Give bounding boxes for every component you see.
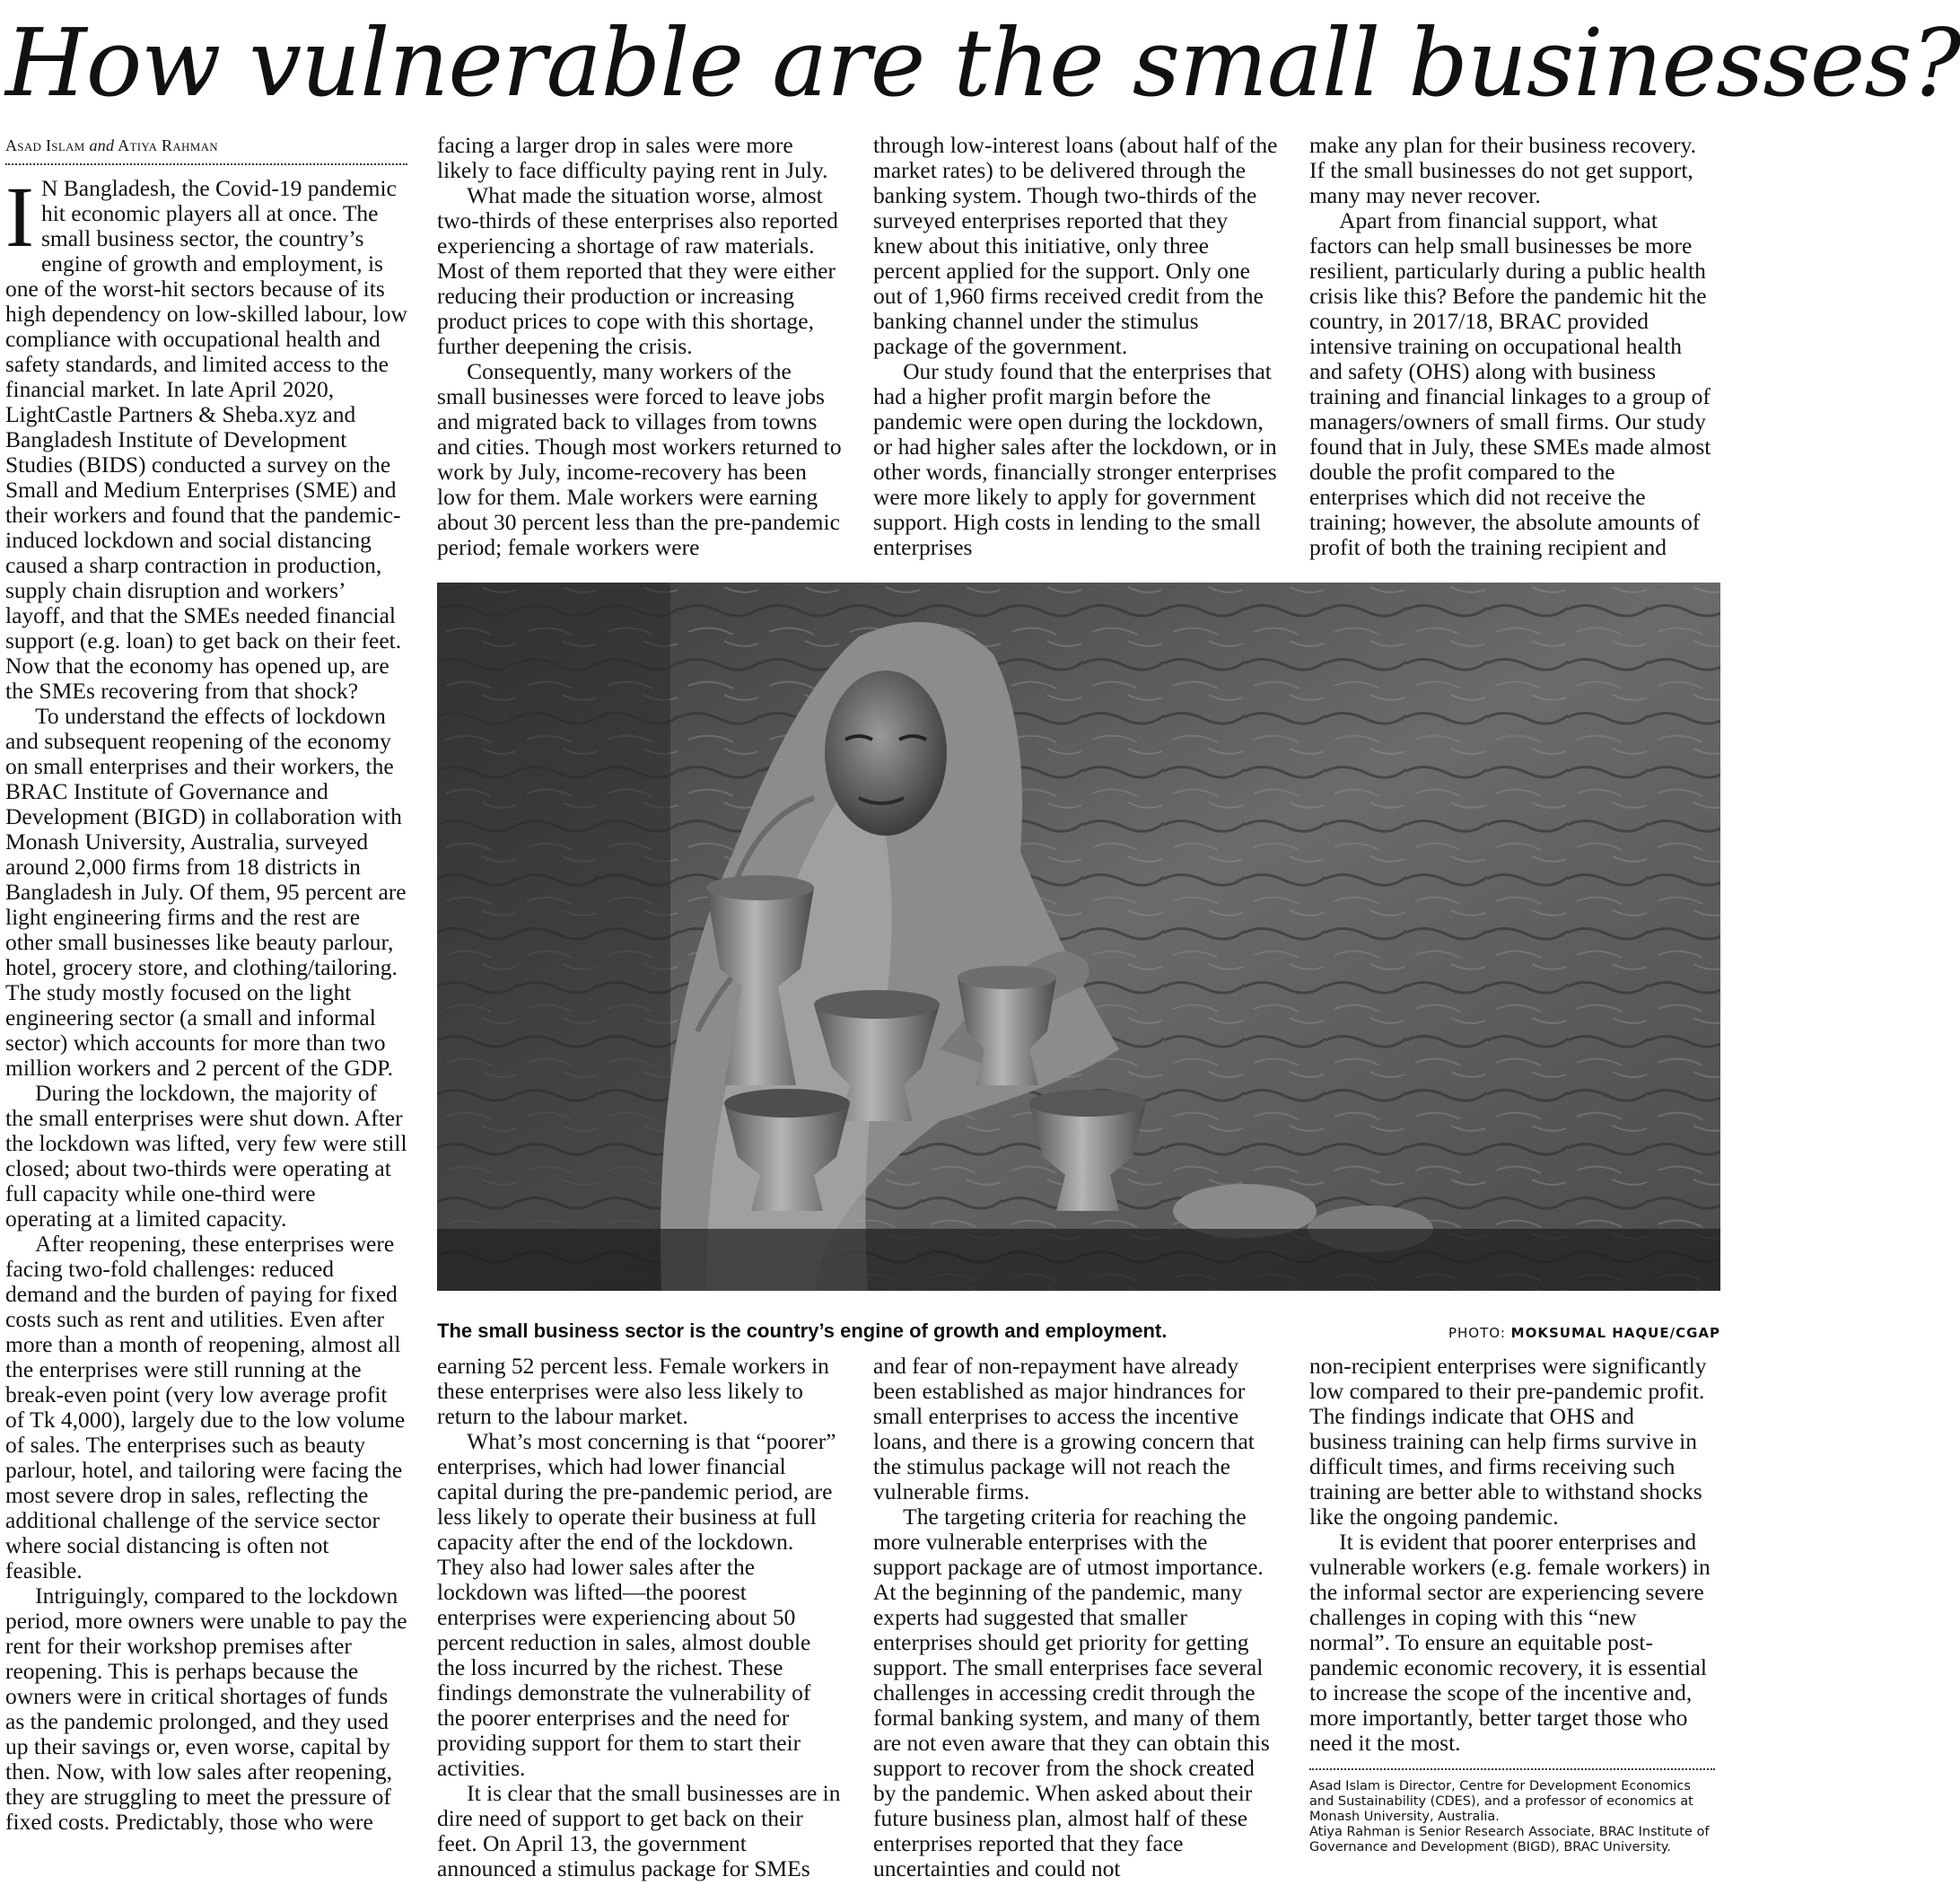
paragraph: I N Bangladesh, the Covid-19 pandemic hit economic players all at once. The small business sector, the country’s engine of growth and employment, is one of the worst-hit sectors because of its high dependency on low-skilled labour, low compliance with occupational health and safety standards, and limited access to the financial market. In late April 2020, LightCastle Partners & Sheba.xyz and Bangladesh Institute of Development Studies (BIDS) conducted a survey on the Small and Medium Enterprises (SME) and their workers and found that the pandemic-induced lockdown and social distancing caused a sharp contraction in production, supply chain disruption and workers’ layoff, and that the SMEs needed financial support (e.g. loan) to get back on their feet. Now that the economy has opened up, are the SMEs recovering from that shock? xyxy=(5,169,407,704)
drop-cap: I xyxy=(5,169,34,265)
paragraph: Intriguingly, compared to the lockdown period, more owners were unable to pay the rent for their workshop premises after reopening. This is perhaps because the owners were in critical shortages of funds as the pandemic prolonged, and they used up their savings or, even worse, capital by then. Now, with low sales after reopening, they are struggling to meet the pressure of fixed costs. Predictably, those who were xyxy=(5,1583,407,1835)
photo-caption: The small business sector is the country’s engine of growth and employment. xyxy=(437,1320,1168,1342)
article-column-3-bottom xyxy=(873,1354,1279,1883)
paragraph: It is evident that poorer enterprises and vulnerable workers (e.g. female workers) in the informal sector are experiencing severe challenges in coping with this “new normal”. To ensure an equitable post-pandemic economic recovery, it is essential to increase the scope of the incentive and, more importantly, better target those who need it the most. xyxy=(1309,1529,1711,1756)
byline-and: and xyxy=(89,136,115,154)
paragraph: To understand the effects of lockdown and subsequent reopening of the economy on small enterprises and their workers, the BRAC Institute of Governance and Development (BIGD) in collaboration with Monash University, Australia, surveyed around 2,000 firms from 18 districts in Bangladesh in July. Of them, 95 percent are light engineering firms and the rest are other small businesses like beauty parlour, hotel, grocery store, and clothing/tailoring. The study mostly focused on the light engineering sector (a small and informal sector) which accounts for more than two million workers and 2 percent of the GDP. xyxy=(5,703,407,1081)
photo-credit-label: PHOTO: xyxy=(1448,1325,1506,1341)
article-column-1 xyxy=(5,133,407,1883)
paragraph: The targeting criteria for reaching the more vulnerable enterprises with the support package are of utmost importance. At the beginning of the pandemic, many experts had suggested that smaller enterprises should get priority for getting support. The small enterprises face several challenges in accessing credit through the formal banking system, and many of them are not even aware that they can obtain this support to recover from the shock created by the pandemic. When asked about their future business plan, almost half of these enterprises reported that they face uncertainties and could not xyxy=(873,1504,1270,1881)
article-photo xyxy=(437,583,1720,1291)
author-2: Atiya Rahman xyxy=(118,136,218,154)
paragraph: What made the situation worse, almost two-thirds of these enterprises also reported experiencing a shortage of raw materials. Most of them reported that they were either reducing their production or increasing product prices to cope with this shortage, further deepening the crisis. xyxy=(437,182,838,359)
author-bio-1: Asad Islam is Director, Centre for Development Economics and Sustainability (CDES), and a professor of economics at Monash University, Australia. xyxy=(1309,1779,1693,1824)
paragraph: through low-interest loans (about half of the market rates) to be delivered through the banking system. Though two-thirds of the surveyed enterprises reported that they knew about this initiative, only three percent applied for the support. Only one out of 1,960 firms received credit from the banking channel under the stimulus package of the government. xyxy=(873,132,1278,359)
paragraph: non-recipient enterprises were significantly low compared to their pre-pandemic profit. The findings indicate that OHS and business training can help firms survive in difficult times, and firms receiving such training are better able to withstand shocks like the ongoing pandemic. xyxy=(1309,1353,1707,1530)
paragraph: make any plan for their business recovery. If the small businesses do not get support, many may never recover. xyxy=(1309,132,1696,208)
article-headline: How vulnerable are the small businesses? xyxy=(5,8,1960,118)
paragraph: facing a larger drop in sales were more likely to face difficulty paying rent in July. xyxy=(437,132,828,183)
article-column-2-bottom xyxy=(437,1354,843,1883)
paragraph: Our study found that the enterprises that had a higher profit margin before the pandemic were open during the lockdown, or had higher sales after the lockdown, or in other words, financially stronger enterprises were more likely to apply for government support. High costs in lending to the small enterprises xyxy=(873,358,1277,560)
author-bio xyxy=(1309,1768,1715,1855)
byline xyxy=(5,133,407,165)
author-bio-2: Atiya Rahman is Senior Research Associate, BRAC Institute of Governance and Development (BIGD), BRAC University. xyxy=(1309,1825,1710,1854)
paragraph: During the lockdown, the majority of the small enterprises were shut down. After the lockdown was lifted, very few were still closed; about two-thirds were operating at full capacity while one-third were operating at a limited capacity. xyxy=(5,1080,407,1232)
paragraph: It is clear that the small businesses are in dire need of support to get back on their feet. On April 13, the government announced a stimulus package for SMEs xyxy=(437,1780,841,1881)
paragraph: After reopening, these enterprises were facing two-fold challenges: reduced demand and the burden of paying for fixed costs such as rent and utilities. Even after more than a month of reopening, almost all the enterprises were still running at the break-even point (very low average profit of Tk 4,000), largely due to the low volume of sales. The enterprises such as beauty parlour, hotel, and tailoring were facing the most severe drop in sales, reflecting the additional challenge of the service sector where social distancing is often not feasible. xyxy=(5,1231,406,1583)
author-1: Asad Islam xyxy=(5,136,85,154)
article-column-3-top xyxy=(873,133,1279,564)
pottery-photo-illustration xyxy=(437,583,1720,1291)
paragraph: What’s most concerning is that “poorer” enterprises, which had lower financial capital during the pre-pandemic period, are less likely to operate their business at full capacity after the end of the lockdown. They also had lower sales after the lockdown was lifted—the poorest enterprises were experiencing about 50 percent reduction in sales, almost double the loss incurred by the richest. These findings demonstrate the vulnerability of the poorer enterprises and the need for providing support for them to start their activities. xyxy=(437,1428,836,1781)
photo-credit-name: MOKSUMAL HAQUE/CGAP xyxy=(1510,1325,1720,1341)
paragraph: and fear of non-repayment have already been established as major hindrances for small enterprises to access the incentive loans, and there is a growing concern that the stimulus package will not reach the vulnerable firms. xyxy=(873,1353,1255,1504)
article-column-2-top xyxy=(437,133,843,564)
article-column-4-top xyxy=(1309,133,1715,564)
paragraph: Apart from financial support, what factors can help small businesses be more resilient, particularly during a public health crisis like this? Before the pandemic hit the country, in 2017/18, BRAC provided intensive training on occupational health and safety (OHS) along with business training and financial linkages to a group of managers/owners of small firms. Our study found that in July, these SMEs made almost double the profit compared to the enterprises which did not receive the training; however, the absolute amounts of profit of both the training recipient and xyxy=(1309,207,1711,560)
photo-credit xyxy=(1343,1321,1720,1345)
paragraph: earning 52 percent less. Female workers in these enterprises were also less likely to return to the labour market. xyxy=(437,1353,829,1429)
article-column-4-bottom xyxy=(1309,1354,1715,1883)
paragraph: Consequently, many workers of the small businesses were forced to leave jobs and migrated back to villages from towns and cities. Though most workers returned to work by July, income-recovery has been low for them. Male workers were earning about 30 percent less than the pre-pandemic period; female workers were xyxy=(437,358,842,560)
